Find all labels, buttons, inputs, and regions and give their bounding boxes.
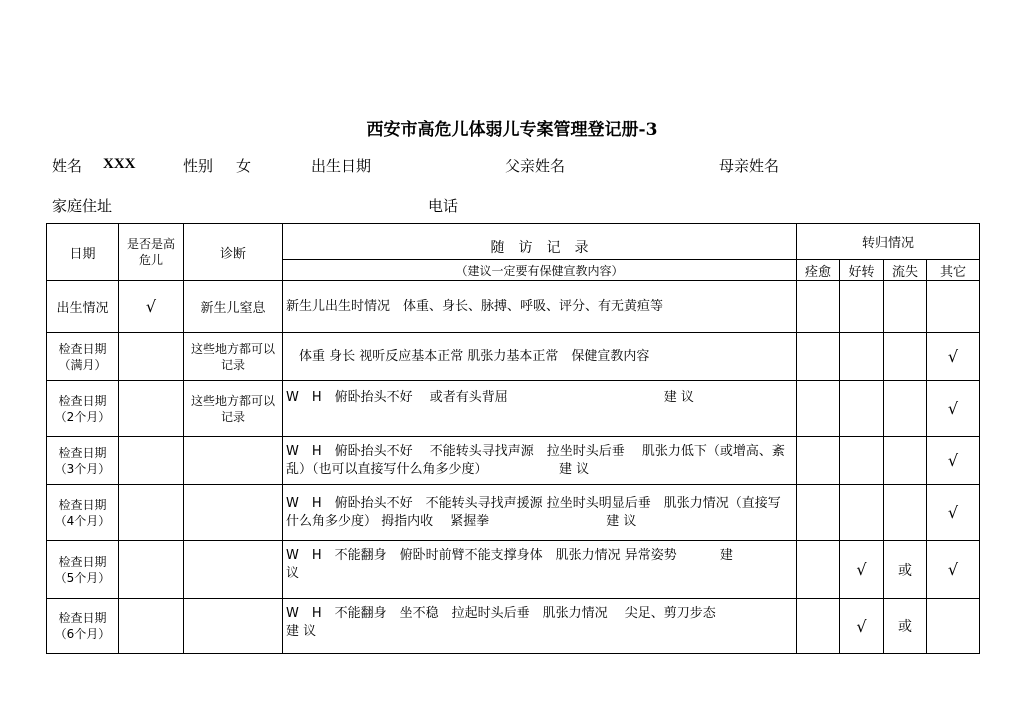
cell-date-sub: （2个月） [54,409,111,424]
cell-other [927,599,980,654]
cell-date-sub: （4个月） [54,513,111,528]
cell-improved [840,485,884,541]
cell-lost [884,381,927,437]
table-row [47,599,980,654]
header-improved: 好转 [840,260,884,281]
cell-improved [840,437,884,485]
header-other: 其它 [927,260,980,281]
table-row [47,281,980,333]
cell-date [47,437,119,485]
birth-date-label: 出生日期 [311,157,372,175]
address-label: 家庭住址 [52,197,113,215]
check-mark-icon: √ [927,333,980,381]
name-label: 姓名 [52,157,83,175]
header-followup: 随 访 记 录 [283,224,797,260]
cell-diagnosis [184,541,283,599]
cell-date-sub: （5个月） [54,570,111,585]
cell-date-sub: （满月） [58,357,107,372]
cell-lost: 或 [884,599,927,654]
table-row [47,485,980,541]
cell-record: W H 不能翻身 坐不稳 拉起时头后垂 肌张力情况 尖足、剪刀步态 建 议 [283,599,797,654]
cell-diagnosis [184,599,283,654]
header-date: 日期 [47,224,119,281]
table-row [47,381,980,437]
header-lost: 流失 [884,260,927,281]
cell-date-label: 检查日期 [58,554,107,569]
cell-date-label: 检查日期 [58,393,107,408]
table-row [47,437,980,485]
cell-lost: 或 [884,541,927,599]
cell-lost [884,333,927,381]
cell-date [47,485,119,541]
header-outcome: 转归情况 [797,224,980,260]
cell-date-sub: （3个月） [54,461,111,476]
cell-high-risk [119,437,184,485]
cell-record: 体重 身长 视听反应基本正常 肌张力基本正常 保健宣教内容 [283,333,797,381]
cell-high-risk [119,485,184,541]
cell-high-risk [119,541,184,599]
header-followup-note: （建议一定要有保健宣教内容） [283,260,797,281]
cell-record: W H 不能翻身 俯卧时前臂不能支撑身体 肌张力情况 异常姿势 建 议 [283,541,797,599]
cell-diagnosis [184,485,283,541]
page-title: 西安市高危儿体弱儿专案管理登记册-3 [366,120,658,140]
cell-cured [797,381,840,437]
cell-high-risk [119,333,184,381]
header-high-risk: 是否是高危儿 [119,224,184,281]
phone-label: 电话 [428,197,459,215]
cell-cured [797,485,840,541]
cell-improved [840,281,884,333]
cell-improved [840,381,884,437]
cell-diagnosis: 这些地方都可以记录 [184,381,283,437]
check-mark-icon: √ [927,381,980,437]
header-cured: 痊愈 [797,260,840,281]
check-mark-icon: √ [927,541,980,599]
cell-cured [797,437,840,485]
cell-date-sub: （6个月） [54,627,111,641]
cell-lost [884,485,927,541]
cell-diagnosis: 新生儿窒息 [184,281,283,333]
cell-date [47,541,119,599]
cell-improved [840,333,884,381]
cell-record: W H 俯卧抬头不好 不能转头寻找声源 拉坐时头后垂 肌张力低下（或增高、紊乱）（也可以直接写什么角多少度） 建 议 [283,437,797,485]
cell-date-label: 检查日期 [58,445,107,460]
gender-value: 女 [236,157,252,175]
cell-date-label: 检查日期 [58,497,107,512]
check-mark-icon: √ [840,599,884,654]
cell-record: W H 俯卧抬头不好 不能转头寻找声援源 拉坐时头明显后垂 肌张力情况（直接写什么角多少度） 拇指内收 紧握拳 建 议 [283,485,797,541]
check-mark-icon: √ [840,541,884,599]
father-name-label: 父亲姓名 [505,157,566,175]
cell-cured [797,599,840,654]
registry-table [46,223,980,654]
cell-record: W H 俯卧抬头不好 或者有头背屈 建 议 [283,381,797,437]
cell-date: 出生情况 [47,281,119,333]
cell-high-risk [119,381,184,437]
cell-lost [884,281,927,333]
cell-cured [797,333,840,381]
header-diagnosis: 诊断 [184,224,283,281]
check-mark-icon: √ [119,281,184,333]
cell-diagnosis [184,437,283,485]
mother-name-label: 母亲姓名 [719,157,780,175]
table-row [47,333,980,381]
check-mark-icon: √ [927,485,980,541]
cell-date-label: 检查日期 [58,341,107,356]
check-mark-icon: √ [927,437,980,485]
name-value: XXX [103,156,136,172]
cell-date [47,381,119,437]
cell-date [47,333,119,381]
cell-record: 新生儿出生时情况 体重、身长、脉搏、呼吸、评分、有无黄疸等 [283,281,797,333]
cell-high-risk [119,599,184,654]
table-row [47,541,980,599]
cell-other [927,281,980,333]
gender-label: 性别 [183,157,214,175]
cell-date-label: 检查日期 [58,611,107,625]
cell-date [47,599,119,654]
cell-cured [797,281,840,333]
cell-cured [797,541,840,599]
cell-diagnosis: 这些地方都可以记录 [184,333,283,381]
cell-lost [884,437,927,485]
